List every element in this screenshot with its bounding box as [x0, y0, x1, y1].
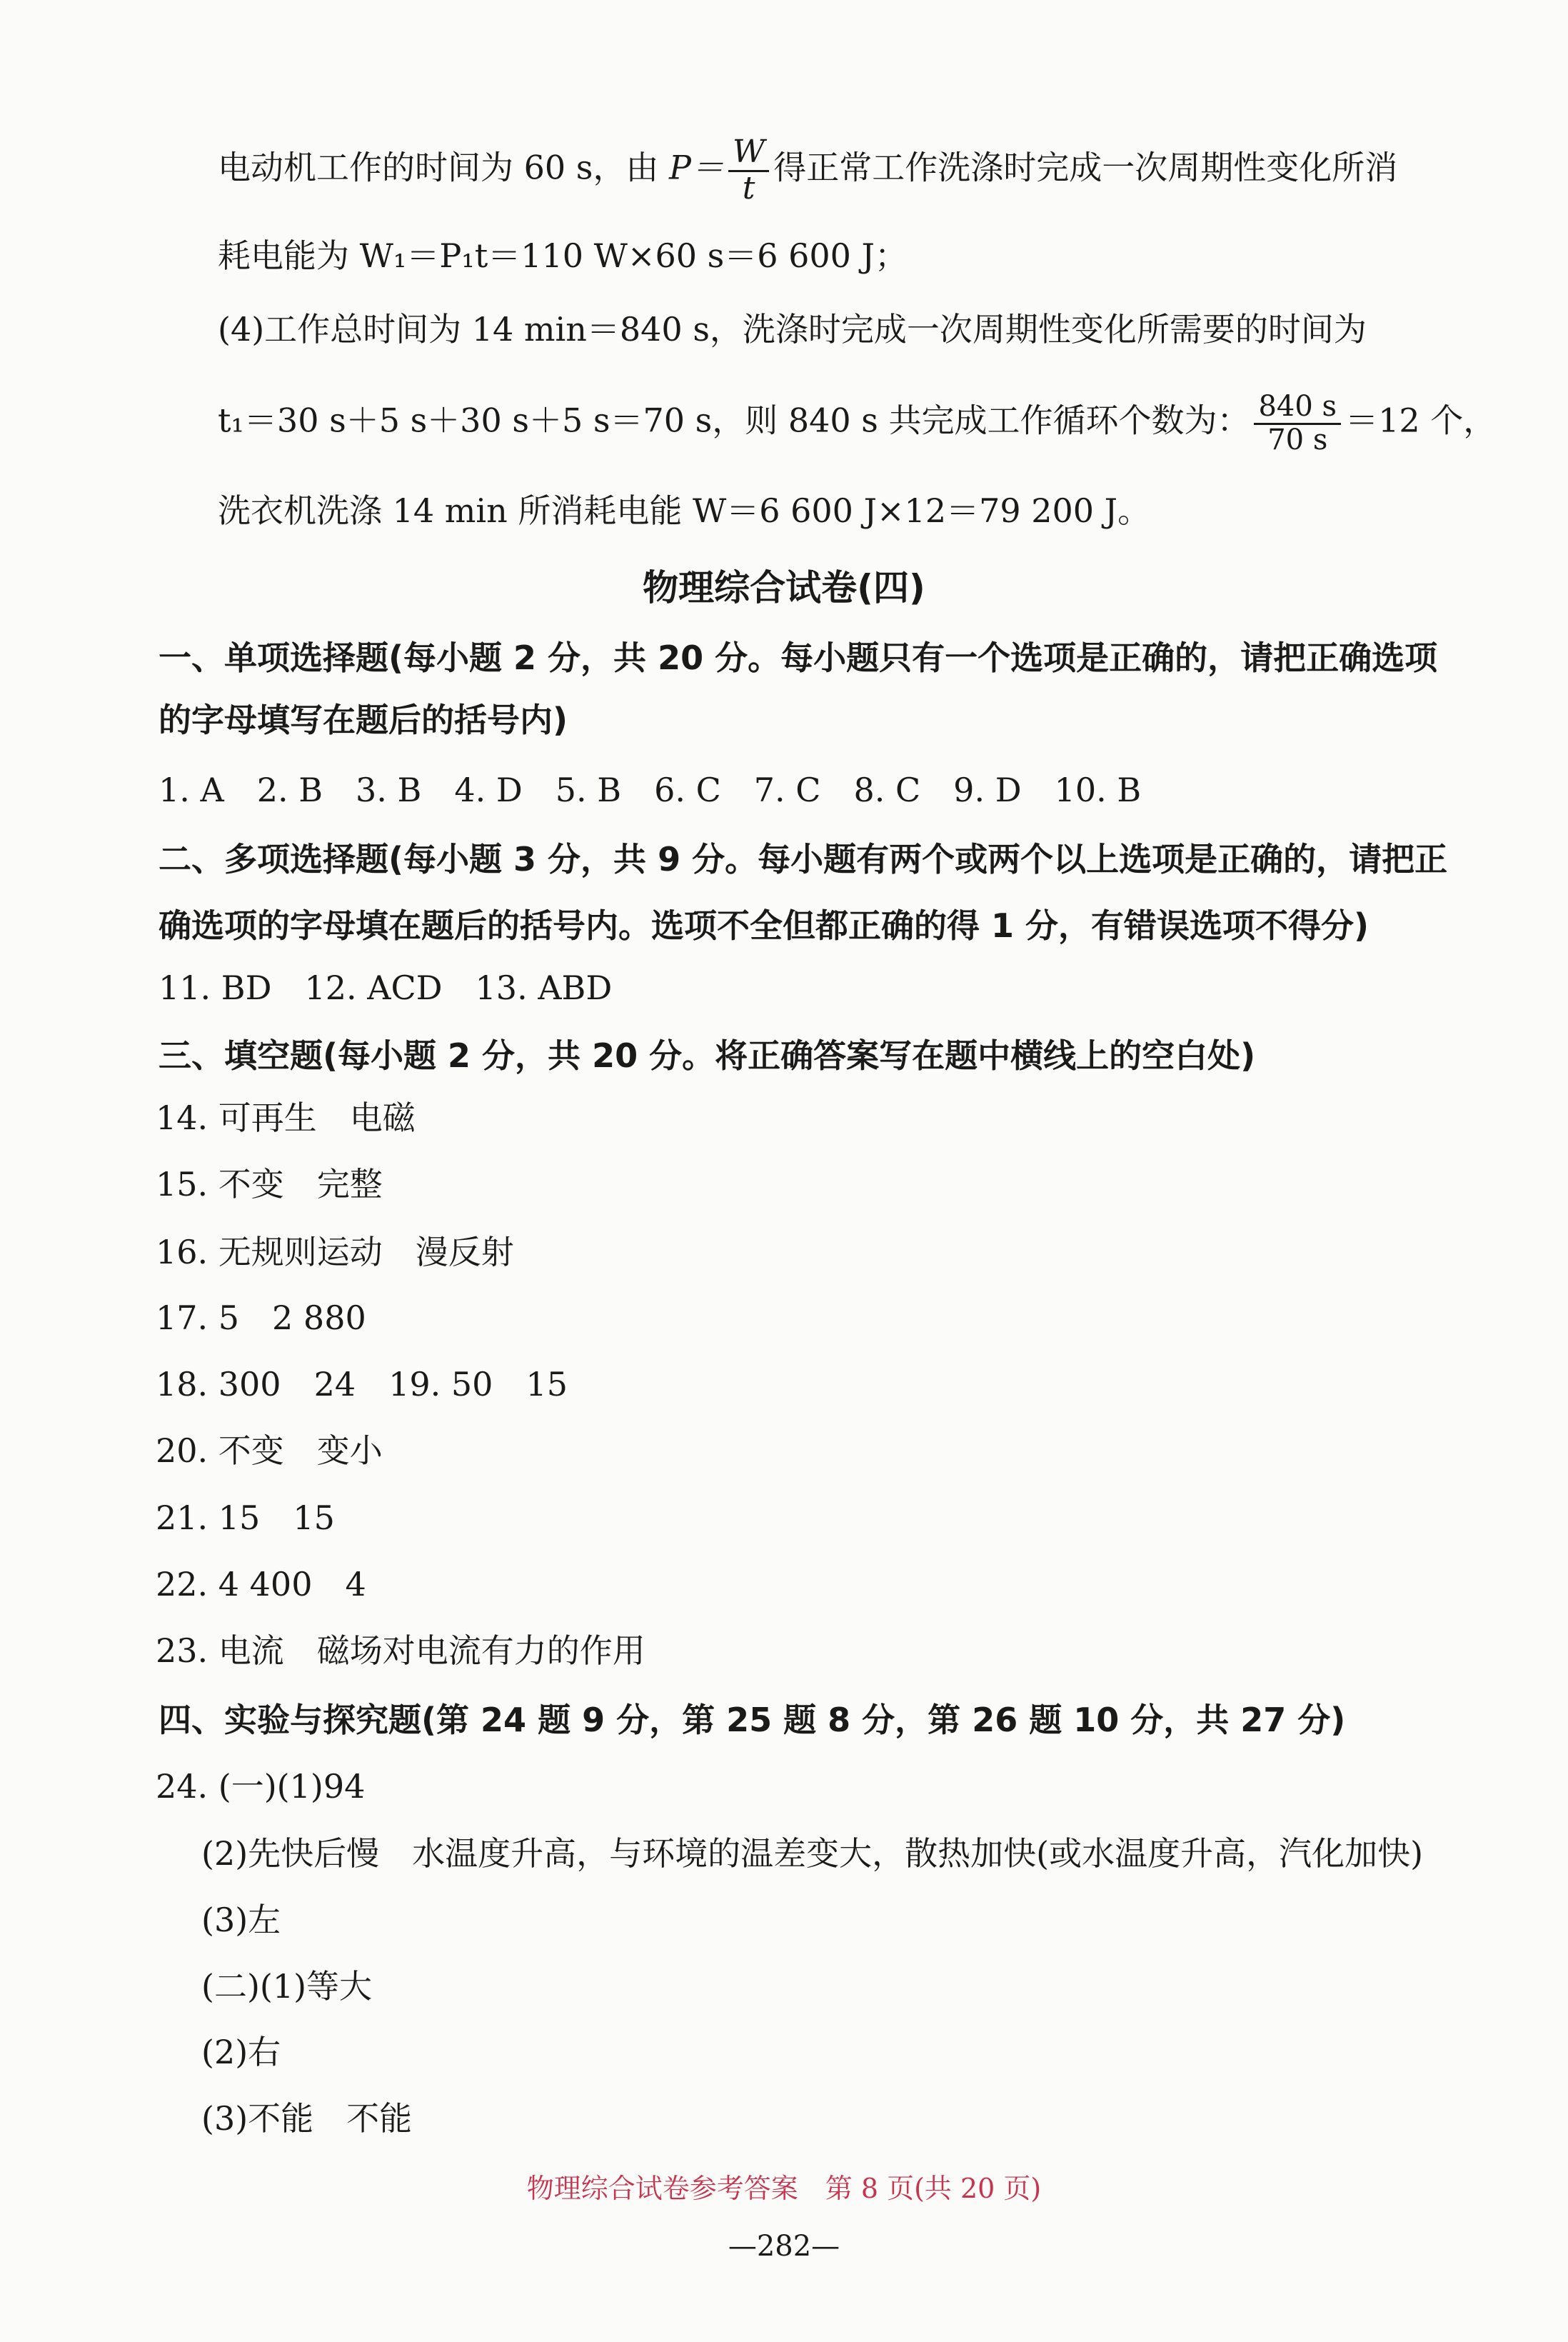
answer-line: 17. 5 2 880	[156, 1298, 366, 1337]
section-2-heading-line-1: 二、多项选择题(每小题 3 分，共 9 分。每小题有两个或两个以上选项是正确的，请把正	[159, 840, 1448, 879]
answer-line: 16. 无规则运动 漫反射	[156, 1233, 514, 1271]
power-fraction-denominator: t	[742, 170, 755, 207]
section-2-heading-line-2: 确选项的字母填在题后的括号内。选项不全但都正确的得 1 分，有错误选项不得分)	[159, 906, 1370, 945]
section-1-heading-line-2: 的字母填写在题后的括号内)	[159, 701, 568, 739]
answer-line: 22. 4 400 4	[156, 1565, 366, 1603]
answer-line: (3)不能 不能	[201, 2099, 413, 2138]
prev-line-1-formula: P＝	[669, 148, 724, 187]
answer-line: 18. 300 24 19. 50 15	[156, 1365, 568, 1403]
answer-line: (二)(1)等大	[201, 1967, 373, 2006]
answer-line: 20. 不变 变小	[156, 1431, 383, 1470]
answer-line: 15. 不变 完整	[156, 1165, 383, 1203]
prev-line-1-text-b: 得正常工作洗涤时完成一次周期性变化所消	[773, 148, 1398, 187]
power-fraction	[728, 136, 769, 205]
answer-line: (2)先快后慢 水温度升高，与环境的温差变大，散热加快(或水温度升高，汽化加快)	[201, 1834, 1424, 1873]
answer-line: (3)左	[201, 1901, 281, 1939]
section-1-heading-line-1: 一、单项选择题(每小题 2 分，共 20 分。每小题只有一个选项是正确的，请把正确选项	[159, 639, 1438, 677]
prev-line-4-text-b: ＝12 个，	[1345, 401, 1497, 440]
prev-line-1	[218, 136, 1397, 205]
cycle-fraction	[1254, 391, 1341, 455]
section-4-heading: 四、实验与探究题(第 24 题 9 分，第 25 题 8 分，第 26 题 10 分，共 27 分)	[159, 1701, 1346, 1739]
cycle-fraction-numerator: 840 s	[1254, 391, 1341, 425]
page-number: —282—	[728, 2230, 840, 2263]
answer-line: 14. 可再生 电磁	[156, 1099, 416, 1137]
answer-line: 23. 电流 磁场对电流有力的作用	[156, 1631, 645, 1670]
footer-title: 物理综合试卷参考答案 第 8 页(共 20 页)	[526, 2173, 1042, 2204]
section-2-answers: 11. BD 12. ACD 13. ABD	[159, 969, 613, 1007]
prev-line-2: 耗电能为 W₁＝P₁t＝110 W×60 s＝6 600 J；	[218, 236, 908, 275]
answer-line: 24. (一)(1)94	[156, 1767, 366, 1806]
prev-line-3: (4)工作总时间为 14 min＝840 s，洗涤时完成一次周期性变化所需要的时间为	[218, 310, 1367, 349]
section-1-answers: 1. A 2. B 3. B 4. D 5. B 6. C 7. C 8. C 9. D 10. B	[159, 771, 1142, 809]
cycle-fraction-denominator: 70 s	[1267, 424, 1328, 456]
exam-title: 物理综合试卷(四)	[643, 567, 925, 609]
section-3-heading: 三、填空题(每小题 2 分，共 20 分。将正确答案写在题中横线上的空白处)	[159, 1036, 1256, 1075]
prev-line-1-text-a: 电动机工作的时间为 60 s，由	[218, 148, 670, 187]
prev-line-4	[218, 391, 1496, 455]
answer-line: 21. 15 15	[156, 1498, 335, 1537]
answer-line: (2)右	[201, 2033, 281, 2071]
power-fraction-numerator: W	[728, 136, 769, 172]
prev-line-5: 洗衣机洗涤 14 min 所消耗电能 W＝6 600 J×12＝79 200 J。	[218, 491, 1151, 530]
prev-line-4-text-a: t₁＝30 s＋5 s＋30 s＋5 s＝70 s，则 840 s 共完成工作循环个数为：	[218, 401, 1250, 440]
